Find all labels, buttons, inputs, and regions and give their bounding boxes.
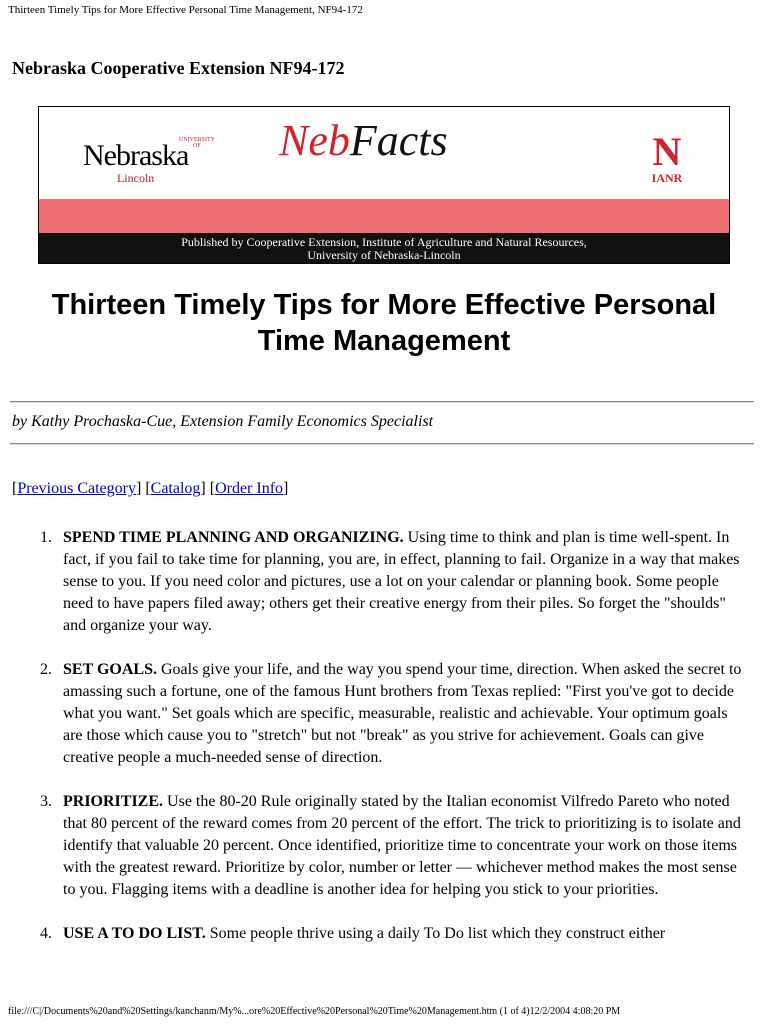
- tip-text: Some people thrive using a daily To Do list which they construct either: [205, 925, 666, 942]
- logo-university-of: UNIVERSITY OF: [179, 137, 215, 149]
- print-footer: file:///C|/Documents%20and%20Settings/kanchanm/My%...ore%20Effective%20Personal%20Time%20Management.htm (1 of 4)12/2/2004 4:08:20 PM: [8, 1006, 621, 1017]
- catalog-link[interactable]: Catalog: [150, 480, 201, 497]
- page-title: [0, 287, 768, 359]
- tip-item: [0, 923, 768, 945]
- document-code: Nebraska Cooperative Extension NF94-172: [12, 58, 345, 78]
- logo-lincoln: Lincoln: [116, 171, 155, 185]
- n-logo-letter: N: [652, 129, 682, 174]
- tip-body: [63, 659, 748, 769]
- tips-list: [0, 527, 768, 967]
- tip-body: [63, 527, 748, 637]
- publisher-line-1: Published by Cooperative Extension, Institute of Agriculture and Natural Resources,: [181, 235, 587, 249]
- tip-body: [63, 791, 748, 901]
- print-header: Thirteen Timely Tips for More Effective Personal Time Management, NF94-172: [8, 4, 363, 16]
- wordmark-neb: Neb: [279, 116, 350, 165]
- divider-top: [10, 401, 754, 403]
- ianr-label: IANR: [651, 171, 683, 185]
- tip-number: 2.: [40, 661, 52, 678]
- banner-publisher-strip: [39, 233, 729, 264]
- nav-links: [Previous Category] [Catalog] [Order Info]: [12, 480, 289, 497]
- tip-heading: SPEND TIME PLANNING AND ORGANIZING.: [63, 529, 404, 546]
- logo-nebraska: Nebraska: [83, 139, 189, 172]
- author-byline: by Kathy Prochaska-Cue, Extension Family Economics Specialist: [12, 413, 434, 430]
- tip-number: 3.: [40, 793, 52, 810]
- page-title-line-1: Thirteen Timely Tips for More Effective Personal: [51, 289, 717, 321]
- nebfacts-banner: [38, 106, 730, 264]
- tip-text: Using time to think and plan is time well-spent. In fact, if you fail to take time for planning, you are, in effect, planning to fail. Organize in a way that makes sense to you. If you need color and pictures, use a lot on your calendar or planning book. Some people need to have papers filed away; others get their creative energy from their piles. So forget the "shoulds" and organize your way.: [63, 529, 740, 634]
- ianr-logo: [645, 129, 689, 186]
- tip-number: 4.: [40, 925, 52, 942]
- order-info-link[interactable]: Order Info: [215, 480, 284, 497]
- tip-body: [63, 923, 748, 945]
- previous-category-link[interactable]: Previous Category: [17, 480, 136, 497]
- nebfacts-wordmark: [279, 115, 448, 166]
- wordmark-facts: Facts: [349, 116, 448, 165]
- tip-heading: PRIORITIZE.: [63, 793, 164, 810]
- divider-bottom: [10, 443, 754, 445]
- tip-heading: USE A TO DO LIST.: [63, 925, 206, 942]
- tip-item: [0, 659, 768, 769]
- tip-heading: SET GOALS.: [63, 661, 157, 678]
- tip-item: [0, 527, 768, 637]
- tip-item: [0, 791, 768, 901]
- tip-number: 1.: [40, 529, 52, 546]
- page-title-line-2: Time Management: [257, 325, 511, 357]
- banner-red-band: [39, 199, 729, 233]
- tip-text: Goals give your life, and the way you spend your time, direction. When asked the secret to amassing such a fortune, one of the famous Hunt brothers from Texas replied: "First you've got to decide what you want." Set goals which are specific, measurable, realistic and achievable. Your optimum goals are those which cause you to "stretch" but not "break" as you strive for achievement. Goals can give creative people a much-needed sense of direction.: [63, 661, 742, 766]
- publisher-line-2: University of Nebraska-Lincoln: [307, 248, 461, 262]
- tip-text: Use the 80-20 Rule originally stated by the Italian economist Vilfredo Pareto who noted that 80 percent of the reward comes from 20 percent of the effort. The trick to prioritizing is to isolate and identify that valuable 20 percent. Once identified, prioritize time to concentrate your work on those items with the greatest reward. Prioritize by color, number or letter — whichever method makes the most sense to you. Flagging items with a deadline is another idea for helping you stick to your priorities.: [63, 793, 741, 898]
- university-of-nebraska-logo: [83, 137, 215, 186]
